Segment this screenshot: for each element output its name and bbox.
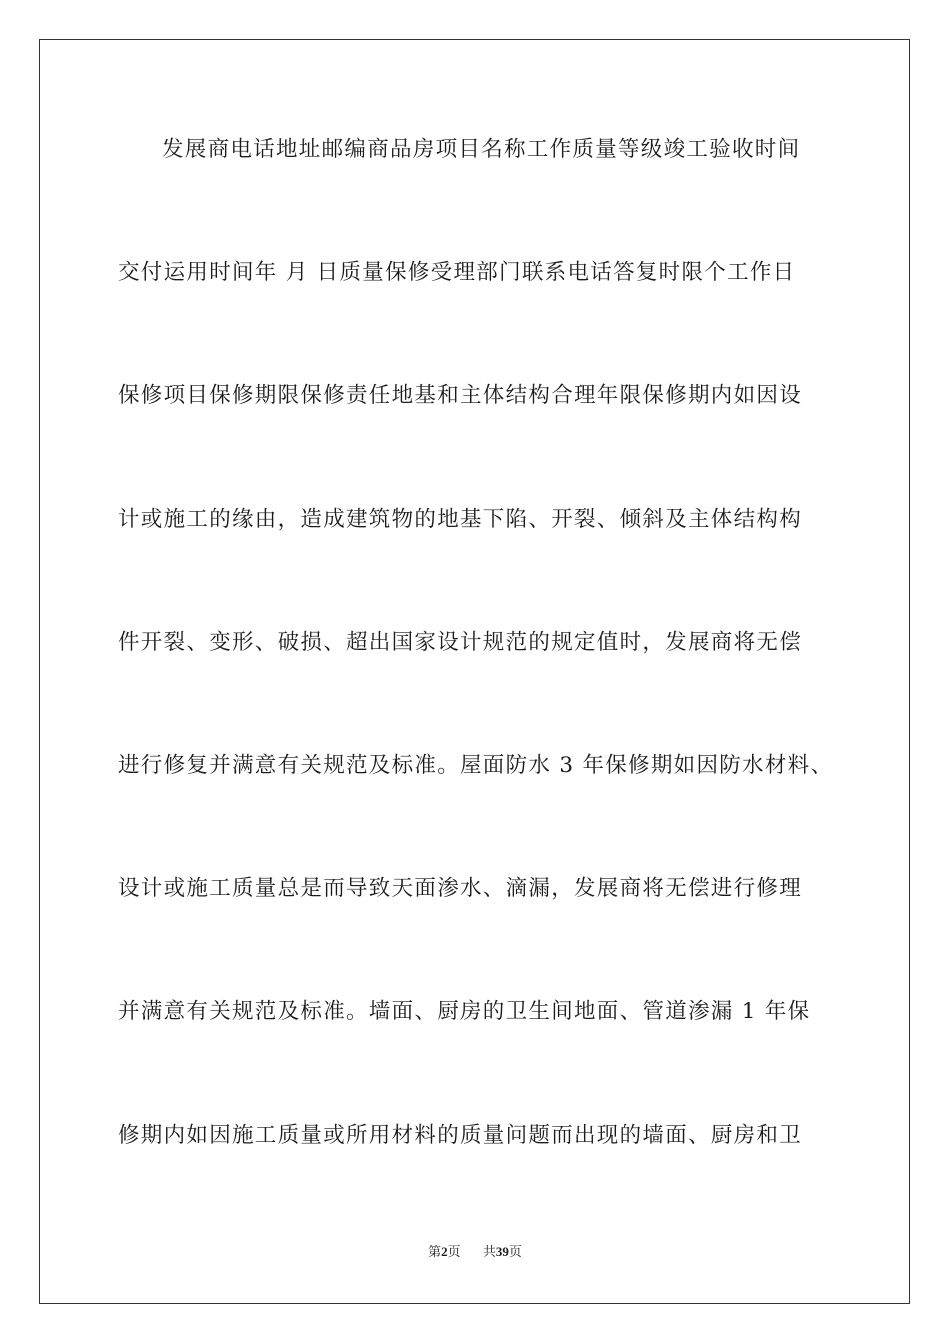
total-suffix: 页 [508,1245,522,1260]
page-footer [0,1242,950,1263]
total-prefix: 共 [482,1245,496,1260]
document-body [118,128,834,1237]
text-line: 保修项目保修期限保修责任地基和主体结构合理年限保修期内如因设 [118,383,803,409]
text-line: 交付运用时间年 月 日质量保修受理部门联系电话答复时限个工作日 [118,260,796,286]
total-pages-label [483,1245,522,1260]
text-line: 并满意有关规范及标准。墙面、厨房的卫生间地面、管道渗漏 1 年保 [118,999,811,1025]
page-number-label [428,1245,465,1260]
page-suffix: 页 [447,1245,461,1260]
text-line: 发展商电话地址邮编商品房项目名称工作质量等级竣工验收时间 [162,137,801,162]
text-line: 修期内如因施工质量或所用材料的质量问题而出现的墙面、厨房和卫 [118,1122,803,1148]
page-number: 2 [441,1244,448,1259]
text-line: 进行修复并满意有关规范及标准。屋面防水 3 年保修期如因防水材料、 [118,752,834,778]
page-prefix: 第 [428,1245,442,1260]
text-line: 件开裂、变形、破损、超出国家设计规范的规定值时，发展商将无偿 [118,629,803,655]
text-line: 计或施工的缘由，造成建筑物的地基下陷、开裂、倾斜及主体结构构 [118,506,803,532]
text-line: 设计或施工质量总是而导致天面渗水、滴漏，发展商将无偿进行修理 [118,876,803,902]
total-pages: 39 [495,1244,509,1259]
